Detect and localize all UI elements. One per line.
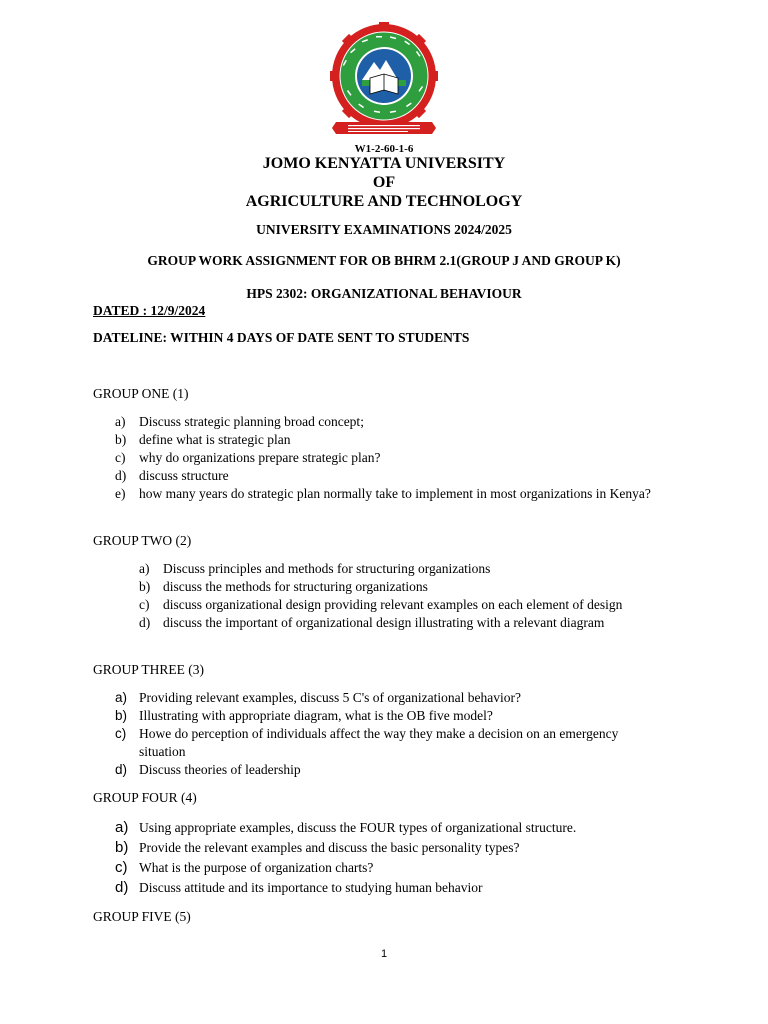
list-item [115,725,639,761]
item-marker: b) [115,432,127,447]
list-item [115,858,679,878]
university-name-line3: AGRICULTURE AND TECHNOLOGY [245,193,523,210]
list-item [139,596,673,614]
page-number: 1 [380,948,388,960]
item-text: how many years do strategic plan normally take to implement in most organizations in Kenya? [139,486,651,501]
item-marker: a) [115,690,128,705]
document-code: W1-2-60-1-6 [354,143,414,155]
course-title: HPS 2302: ORGANIZATIONAL BEHAVIOUR [246,286,522,301]
ribbon-banner [332,122,436,134]
exam-title: UNIVERSITY EXAMINATIONS 2024/2025 [256,222,512,237]
assignment-title: GROUP WORK ASSIGNMENT FOR OB BHRM 2.1(GROUP J AND GROUP K) [147,253,621,268]
item-text: discuss the methods for structuring organizations [163,579,428,594]
item-marker: d) [115,468,127,483]
item-marker: d) [115,762,128,777]
item-text: discuss structure [139,468,229,483]
group-four-list [115,818,679,898]
list-item [139,614,673,632]
item-marker: a) [115,819,129,836]
item-text: Provide the relevant examples and discuss the basic personality types? [139,840,520,855]
dateline: DATELINE: WITHIN 4 DAYS OF DATE SENT TO STUDENTS [93,330,470,345]
group-one-list [115,413,679,503]
item-text: Discuss strategic planning broad concept; [139,414,364,429]
list-item [115,449,679,467]
item-text: Howe do perception of individuals affect the way they make a decision on an emergency situation [139,726,619,759]
item-marker: c) [115,859,128,876]
list-item [115,485,679,503]
item-marker: e) [115,486,126,501]
group-three-list [115,689,639,779]
item-marker: a) [139,561,150,576]
list-item [139,560,673,578]
item-text: discuss organizational design providing relevant examples on each element of design [163,597,623,612]
group-four-heading: GROUP FOUR (4) [93,790,197,805]
item-text: Providing relevant examples, discuss 5 C's of organizational behavior? [139,690,521,705]
list-item [115,818,679,838]
item-marker: b) [115,839,129,856]
list-item [115,761,639,779]
item-marker: c) [115,450,126,465]
item-text: Using appropriate examples, discuss the FOUR types of organizational structure. [139,820,577,835]
list-item [115,838,679,858]
group-two-list [139,560,673,632]
university-name-line2: OF [372,174,396,191]
item-marker: c) [115,726,127,741]
list-item [115,689,639,707]
group-two-heading: GROUP TWO (2) [93,533,192,548]
item-marker: d) [115,879,129,896]
group-one-heading: GROUP ONE (1) [93,386,189,401]
group-three-heading: GROUP THREE (3) [93,662,204,677]
university-logo [322,22,446,140]
item-text: Discuss attitude and its importance to studying human behavior [139,880,483,895]
dated-line: DATED : 12/9/2024 [93,303,206,318]
university-name-line1: JOMO KENYATTA UNIVERSITY [262,155,506,172]
list-item [115,707,639,725]
item-marker: c) [139,597,150,612]
item-marker: b) [115,708,128,723]
item-marker: b) [139,579,151,594]
list-item [115,413,679,431]
list-item [115,467,679,485]
item-text: Discuss theories of leadership [139,762,301,777]
item-text: Discuss principles and methods for structuring organizations [163,561,491,576]
list-item [139,578,673,596]
item-text: Illustrating with appropriate diagram, what is the OB five model? [139,708,493,723]
item-marker: d) [139,615,151,630]
group-five-heading: GROUP FIVE (5) [93,909,191,924]
list-item [115,431,679,449]
item-text: define what is strategic plan [139,432,291,447]
item-text: discuss the important of organizational design illustrating with a relevant diagram [163,615,605,630]
item-marker: a) [115,414,126,429]
item-text: why do organizations prepare strategic plan? [139,450,381,465]
list-item [115,878,679,898]
item-text: What is the purpose of organization charts? [139,860,374,875]
